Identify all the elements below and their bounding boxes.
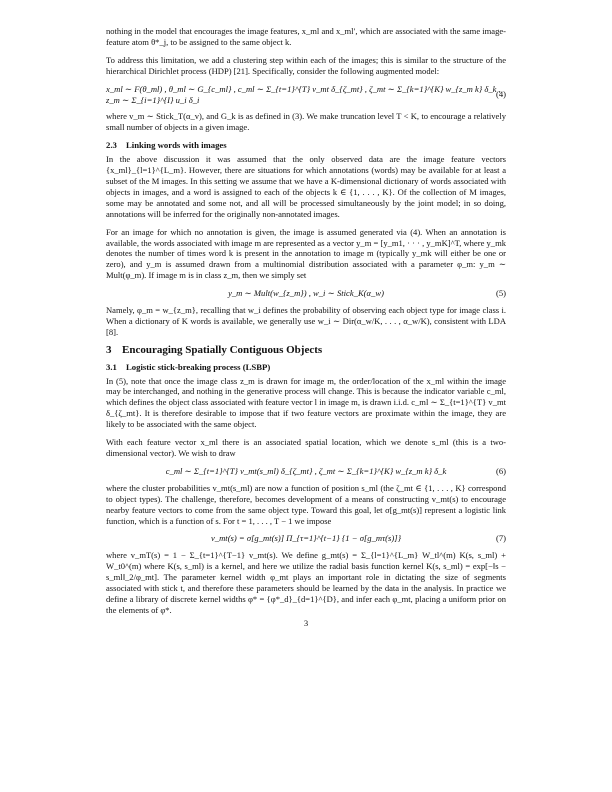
paragraph: With each feature vector x_ml there is an associated spatial location, which we denote s_ml (this is a two-dimensional vector). We wish to draw: [106, 437, 506, 458]
section-heading: [106, 345, 506, 356]
equation-number: (6): [495, 465, 506, 476]
equation-number: (5): [495, 288, 506, 299]
subsection-number: 2.3: [106, 140, 117, 151]
equation-6: [106, 466, 506, 477]
subsection-title: Linking words with images: [126, 140, 227, 151]
equation-7: [106, 533, 506, 544]
subsection-heading: [106, 140, 506, 151]
paragraph: Namely, φ_m = w_{z_m}, recalling that w_i defines the probability of observing each object type for image class i. When a dictionary of K words is available, we generally use w_i ∼ Dir(α_w/K, . . . , α_w/K), consistent with LDA [8].: [106, 305, 506, 337]
paragraph: In the above discussion it was assumed that the only observed data are the image feature vectors {x_ml}_{l=1}^{L_m}. However, there are situations for which annotations (words) may be available for at least a subset of the M images. In this setting we assume that we have a K-dimensional dictionary of words associated with objects in images, and a word is assigned to each of the objects k ∈ {1, . . . , K}. Of the collection of M images, some may be annotated and some not, and all will be processed simultaneously by the joint model; in so doing, annotations will be inferred for the originally non-annotated images.: [106, 154, 506, 219]
equation-5: [106, 288, 506, 299]
subsection-title: Logistic stick-breaking process (LSBP): [126, 361, 271, 372]
section-number: 3: [106, 343, 112, 356]
equation-body: v_mt(s) = σ[g_mt(s)] Π_{τ=1}^{t−1} {1 − σ[g_mτ(s)]}: [210, 533, 401, 544]
paragraph: For an image for which no annotation is given, the image is assumed generated via (4). When an annotation is available, the words associated with image m are represented as a vector y_m = [y_m1, · · · , y_mK]^T, where y_mk denotes the number of times word k is present in the annotation to image m (typically y_mk will either be one or zero), and y_m is assumed drawn from a multinomial distribution associated with a parameter φ_m: y_m ∼ Mult(φ_m). If image m is in class z_m, then we simply set: [106, 226, 506, 281]
paper-page: [106, 26, 506, 623]
equation-body: x_ml ∼ F(θ_ml) , θ_ml ∼ G_{c_ml} , c_ml ∼ Σ_{t=1}^{T} v_mt δ_{ζ_mt} , ζ_mt ∼ Σ_{k=1}^{K} w_{z_m k} δ_k , z_m ∼ Σ_{i=1}^{I} u_i δ_i: [106, 83, 501, 105]
subsection-heading: [106, 362, 506, 373]
equation-number: (7): [495, 533, 506, 544]
section-title: Encouraging Spatially Contiguous Objects: [122, 343, 323, 356]
paragraph: where v_mT(s) = 1 − Σ_{t=1}^{T−1} v_mt(s). We define g_mt(s) = Σ_{l=1}^{L_m} W_tl^(m) K(s, s_ml) + W_t0^(m) where K(s, s_ml) is a kernel, and here we utilize the radial basis function kernel K(s, s_ml) = exp[−‖s − s_ml‖_2/φ_mt]. The parameter kernel width φ_mt plays an important role in dictating the size of segments associated with stick t, and therefore these parameters should be learned by the data in the analysis. In practice we define a library of discrete kernel widths φ* = {φ*_d}_{d=1}^{D}, and infer each φ_mt, placing a uniform prior on the elements of φ*.: [106, 550, 506, 615]
equation-body: c_ml ∼ Σ_{t=1}^{T} v_mt(s_ml) δ_{ζ_mt} , ζ_mt ∼ Σ_{k=1}^{K} w_{z_m k} δ_k: [165, 465, 447, 476]
paragraph: where v_m ∼ Stick_T(α_v), and G_k is as defined in (3). We make truncation level T < K, to encourage a relatively small number of objects in a given image.: [106, 111, 506, 133]
subsection-number: 3.1: [106, 361, 117, 372]
equation-body: y_m ∼ Mult(w_{z_m}) , w_i ∼ Stick_K(α_w): [228, 288, 384, 299]
page-number: 3: [303, 618, 309, 628]
paragraph: In (5), note that once the image class z_m is drawn for image m, the order/location of the x_ml within the image may be interchanged, and nothing in the generative process will change. This is because the indicator variable c_ml, which defines the object class associated with feature vector l in image m, is drawn i.i.d. c_ml ∼ Σ_{t=1}^{T} v_mt δ_{ζ_mt}. It is therefore desirable to impose that if two feature vectors are proximate within the image, they are likely to be associated with the same object.: [106, 375, 506, 430]
paragraph: nothing in the model that encourages the image features, x_ml and x_ml′, which are associated with the same image-feature atom θ*_j, to be assigned to the same object k.: [106, 26, 506, 47]
paragraph: where the cluster probabilities v_mt(s_ml) are now a function of position s_ml (the ζ_mt ∈ {1, . . . , K} correspond to object types). The challenge, therefore, becomes development of a means of constructing v_mt(s) to encourage nearby feature vectors to come from the same object type. Toward this goal, let σ[g_mt(s)] represent a logistic link function, which is a function of s. For t = 1, . . . , T − 1 we impose: [106, 482, 506, 526]
equation-4: [106, 84, 506, 106]
paragraph: To address this limitation, we add a clustering step within each of the images; this is similar to the structure of the hierarchical Dirichlet process (HDP) [21]. Specifically, consider the following augmented model:: [106, 54, 506, 76]
equation-number: (4): [495, 89, 506, 100]
